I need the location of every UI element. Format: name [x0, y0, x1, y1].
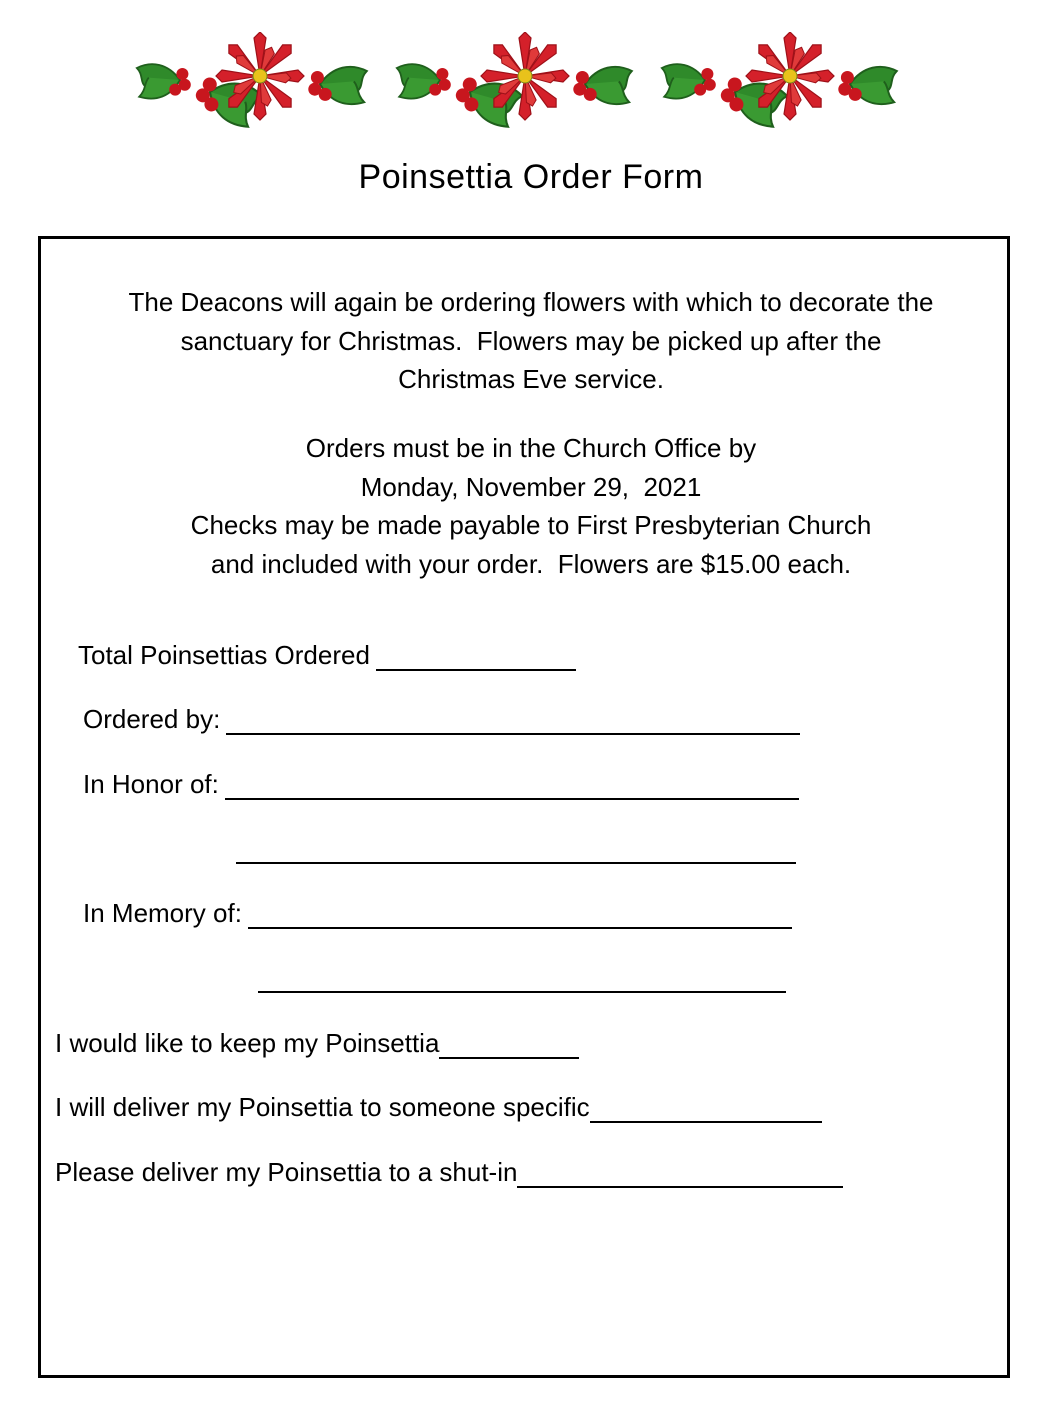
keep-label: I would like to keep my Poinsettia [55, 1028, 440, 1058]
intro-line: sanctuary for Christmas. Flowers may be picked up after the [180, 325, 882, 356]
keep-field [55, 1028, 579, 1059]
deadline-line: and included with your order. Flowers are $15.00 each. [210, 548, 852, 579]
deadline-line: Checks may be made payable to First Presbyterian Church [190, 510, 872, 540]
holly-icon [397, 64, 451, 98]
honor-blank-extra[interactable] [236, 862, 796, 864]
honor-blank[interactable] [225, 776, 799, 800]
memory-field [83, 898, 792, 929]
total-ordered-label: Total Poinsettias Ordered [78, 640, 370, 670]
deadline-line: Monday, November 29, 2021 [360, 471, 702, 502]
total-ordered-field [78, 640, 576, 671]
deadline-line: Orders must be in the Church Office by [305, 433, 757, 463]
memory-label: In Memory of: [83, 898, 242, 928]
total-ordered-blank[interactable] [376, 647, 576, 671]
shut-in-blank[interactable] [517, 1164, 843, 1188]
poinsettia-icon [216, 32, 304, 120]
memory-blank[interactable] [248, 905, 792, 929]
holly-icon [662, 64, 716, 98]
poinsettia-icon [746, 32, 834, 120]
intro-line: Christmas Eve service. [398, 364, 664, 394]
shut-in-label: Please deliver my Poinsettia to a shut-in [55, 1157, 518, 1187]
ordered-by-field [83, 704, 800, 735]
honor-field [83, 769, 799, 800]
deliver-specific-blank[interactable] [590, 1099, 822, 1123]
holly-icon [838, 67, 897, 104]
ordered-by-label: Ordered by: [83, 704, 221, 734]
shut-in-field [55, 1157, 843, 1188]
intro-line: The Deacons will again be ordering flowers with which to decorate the [128, 287, 934, 317]
form-border [38, 236, 1010, 1378]
intro-paragraph [0, 283, 1062, 399]
poinsettia-holly-banner [130, 32, 930, 128]
memory-blank-extra[interactable] [258, 991, 786, 993]
deadline-paragraph [0, 429, 1062, 583]
deliver-specific-label: I will deliver my Poinsettia to someone specific [55, 1092, 590, 1122]
ordered-by-blank[interactable] [226, 711, 800, 735]
poinsettia-icon [481, 32, 569, 120]
keep-blank[interactable] [439, 1035, 579, 1059]
honor-label: In Honor of: [83, 769, 219, 799]
holly-icon [137, 64, 191, 98]
form-title: Poinsettia Order Form [358, 158, 704, 196]
holly-icon [573, 67, 632, 104]
deliver-specific-field [55, 1092, 822, 1123]
holly-icon [308, 67, 367, 104]
